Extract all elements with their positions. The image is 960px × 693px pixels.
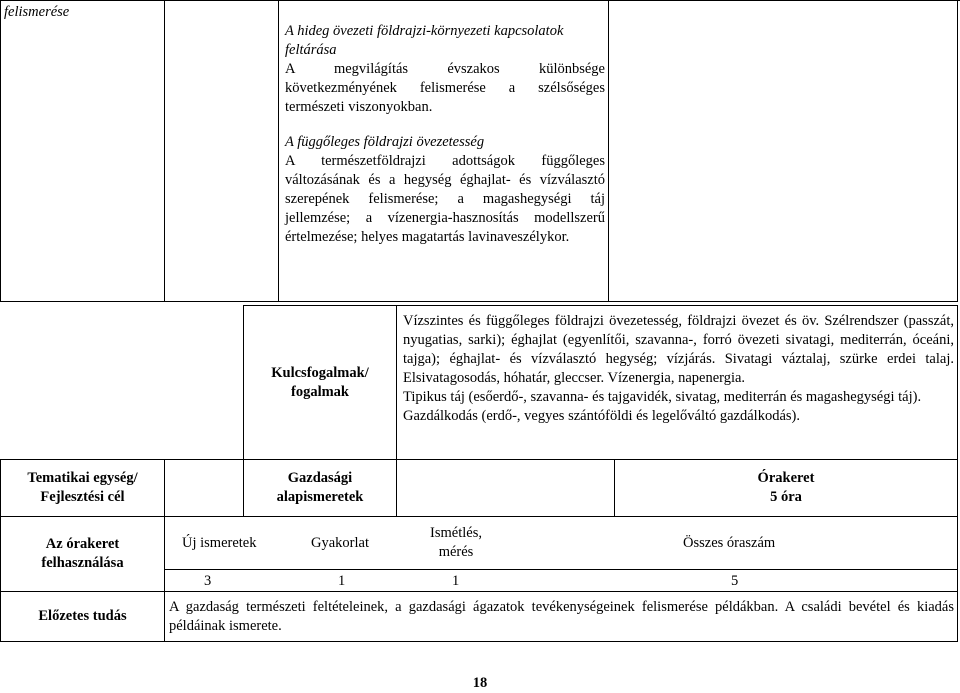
block1-title: A hideg övezeti földrajzi-környezeti kapcsolatok feltárása: [285, 23, 564, 58]
key-concepts-paragraph-1: Vízszintes és függőleges földrajzi övezetesség, földrajzi övezet és öv. Szélrendszer (passzát, nyugatias, sarki); éghajlat (egyenlítői, szavanna-, forró övezeti sivatagi, mediterrán, óceáni, tajga); éghajlat- és vízválasztó hegység; vízjárás. Sivatagi váztalaj, szürke erdei talaj. Elsivatagosodás, hóhatár, gleccser. Vízenergia, napenergia.: [403, 313, 954, 386]
page-number: 18: [472, 675, 488, 691]
top-table-right-border: [957, 0, 958, 302]
key-concepts-text: [403, 312, 954, 426]
key-concepts-label-line1: Kulcsfogalmak/: [271, 364, 369, 381]
key-concepts-divider: [396, 305, 397, 517]
top-table-divider-1: [164, 0, 165, 302]
key-concepts-paragraph-2: Tipikus táj (esőerdő-, szavanna- és tajgavidék, sivatag, mediterrán és magashegységi táj).: [403, 389, 922, 405]
time-frame: [615, 460, 957, 516]
key-concepts-paragraph-3: Gazdálkodás (erdő-, vegyes szántóföldi és legelőváltó gazdálkodás).: [403, 408, 800, 424]
hours-header-review-line1: Ismétlés,: [430, 525, 482, 541]
top-table-divider-3: [608, 0, 609, 302]
unit-title: Gazdasági alapismeretek: [276, 470, 364, 505]
hours-value-total: 5: [731, 573, 739, 589]
hours-header-review-line2: mérés: [438, 544, 474, 560]
thematic-unit-label: [1, 460, 164, 516]
hours-value-practice: 1: [338, 573, 346, 589]
hours-value-new: 3: [204, 573, 212, 589]
prior-knowledge-label: Előzetes tudás: [38, 608, 127, 624]
hours-header-practice: Gyakorlat: [311, 535, 369, 551]
bottom-right-border: [957, 305, 958, 642]
hours-header-new: Új ismeretek: [182, 535, 257, 551]
hours-inner-divider: [164, 569, 958, 570]
top-table-left-border: [0, 0, 1, 302]
top-table-bottom-border: [0, 301, 958, 302]
block2-title: A függőleges földrajzi övezetesség: [285, 134, 485, 150]
key-concepts-label: [244, 305, 396, 460]
key-concepts-label-line2: fogalmak: [291, 383, 349, 400]
top-table-divider-2: [278, 0, 279, 302]
hours-header-review: [410, 524, 502, 562]
hours-header-total: Összes óraszám: [683, 535, 776, 551]
time-frame-line1: Órakeret: [757, 470, 815, 486]
thematic-unit-label-line1: Tematikai egység/: [27, 470, 138, 486]
prior-knowledge-text: A gazdaság természeti feltételeinek, a gazdasági ágazatok tevékenységeinek felismerése példákban. A családi bevétel és kiadás példáinak ismerete.: [169, 599, 954, 634]
hours-usage-label-line1: Az órakeret: [45, 536, 120, 552]
top-table-top-border: [0, 0, 960, 1]
hours-value-review: 1: [452, 573, 460, 589]
block1-body: A megvilágítás évszakos különbsége következményének felismerése a szélsőséges természeti viszonyokban.: [285, 61, 605, 115]
time-frame-line2: 5 óra: [770, 489, 802, 505]
header-divider-1: [164, 459, 165, 642]
hours-usage-label: [1, 517, 164, 591]
table-bottom-border: [0, 641, 958, 642]
hours-usage-label-line2: felhasználása: [41, 555, 124, 571]
thematic-unit-label-line2: Fejlesztési cél: [40, 489, 125, 505]
block2-body: A természetföldrajzi adottságok függőleges változásának és a hegység éghajlat- és vízválasztó szerepének felismerése; a magashegységi táj jellemzése; a vízenergia-hasznosítás modellszerű értelmezése; helyes magatartás lavinaveszélykor.: [285, 153, 605, 245]
top-left-label: felismerése: [4, 4, 70, 20]
